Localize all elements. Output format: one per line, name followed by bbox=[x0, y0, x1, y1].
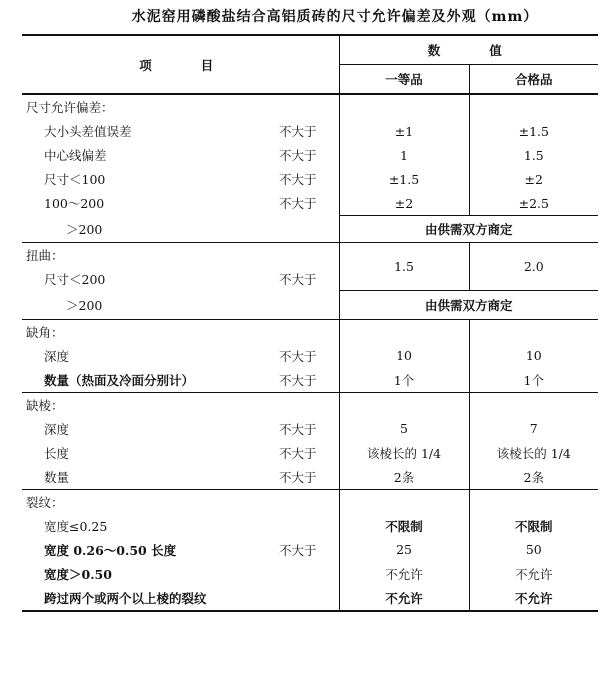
row-limit: 不大于 bbox=[279, 348, 317, 364]
table-row bbox=[22, 465, 598, 490]
table-row bbox=[22, 562, 598, 586]
row-value-grade2: 2条 bbox=[469, 465, 598, 490]
row-limit: 不大于 bbox=[279, 271, 317, 287]
table-title: 水泥窑用磷酸盐结合高铝质砖的尺寸允许偏差及外观（mm） bbox=[131, 9, 539, 25]
row-value-grade2: 2.0 bbox=[469, 242, 598, 291]
header-grade1: 一等品 bbox=[339, 65, 469, 95]
table-row bbox=[22, 191, 598, 216]
row-label: 宽度＞0.50 bbox=[44, 566, 112, 582]
row-value-grade2: ±2.5 bbox=[469, 191, 598, 216]
header-grade2: 合格品 bbox=[469, 65, 598, 95]
row-limit: 不大于 bbox=[279, 445, 317, 461]
table-row bbox=[22, 143, 598, 167]
row-label: 深度 bbox=[44, 348, 70, 364]
row-value-grade2: 1个 bbox=[469, 368, 598, 393]
row-value-grade2: 50 bbox=[469, 538, 598, 562]
header-item: 项 目 bbox=[139, 57, 222, 73]
row-label: 数量 bbox=[44, 469, 70, 485]
row-label: ＞200 bbox=[66, 221, 103, 237]
row-label: 尺寸＜200 bbox=[44, 271, 106, 287]
row-value-grade2: 1.5 bbox=[469, 143, 598, 167]
table-row bbox=[22, 417, 598, 441]
row-value-grade1: 1个 bbox=[339, 368, 469, 393]
row-label: 数量（热面及冷面分别计） bbox=[44, 372, 195, 388]
row-value-grade2: ±2 bbox=[469, 167, 598, 191]
row-limit: 不大于 bbox=[279, 469, 317, 485]
row-label: ＞200 bbox=[66, 297, 103, 313]
section-title: 缺棱： bbox=[22, 392, 339, 417]
tolerance-table bbox=[22, 34, 598, 612]
row-value-grade2: 该棱长的 1/4 bbox=[469, 441, 598, 465]
table-row bbox=[22, 167, 598, 191]
table-row bbox=[22, 514, 598, 538]
row-value-grade1: 1 bbox=[339, 143, 469, 167]
row-value-grade2: 7 bbox=[469, 417, 598, 441]
table-row bbox=[22, 441, 598, 465]
row-value-merged: 由供需双方商定 bbox=[339, 291, 598, 320]
table-row bbox=[22, 119, 598, 143]
row-limit: 不大于 bbox=[279, 172, 317, 187]
row-label: 长度 bbox=[44, 445, 70, 461]
header-value: 数 值 bbox=[339, 35, 598, 65]
row-limit: 不大于 bbox=[279, 542, 317, 558]
row-limit: 不大于 bbox=[279, 148, 317, 163]
row-value-grade2: ±1.5 bbox=[469, 119, 598, 143]
row-value-grade1: 5 bbox=[339, 417, 469, 441]
row-label: 宽度 0.26～0.50 长度 bbox=[44, 542, 177, 558]
table-row bbox=[22, 586, 598, 611]
row-label: 中心线偏差 bbox=[44, 148, 107, 163]
row-limit bbox=[279, 586, 339, 611]
row-label: 100～200 bbox=[44, 196, 105, 212]
row-value-grade1: 10 bbox=[339, 344, 469, 368]
table-row bbox=[22, 216, 598, 243]
table-row bbox=[22, 538, 598, 562]
row-limit: 不大于 bbox=[279, 196, 317, 212]
row-value-grade2: 不允许 bbox=[469, 586, 598, 611]
row-limit bbox=[279, 562, 339, 586]
row-value-merged: 由供需双方商定 bbox=[339, 216, 598, 243]
row-value-grade1: 2条 bbox=[339, 465, 469, 490]
row-value-grade1: 1.5 bbox=[339, 242, 469, 291]
row-value-grade2: 10 bbox=[469, 344, 598, 368]
row-limit bbox=[279, 514, 339, 538]
row-value-grade2: 不限制 bbox=[469, 514, 598, 538]
row-limit: 不大于 bbox=[279, 124, 317, 139]
row-value-grade2: 不允许 bbox=[469, 562, 598, 586]
row-label: 尺寸＜100 bbox=[44, 172, 106, 187]
row-value-grade1: 不限制 bbox=[339, 514, 469, 538]
section-title: 尺寸允许偏差： bbox=[26, 100, 114, 115]
row-value-grade1: 25 bbox=[339, 538, 469, 562]
row-label: 跨过两个或两个以上棱的裂纹 bbox=[44, 590, 207, 606]
row-value-grade1: ±1 bbox=[339, 119, 469, 143]
row-value-grade1: 不允许 bbox=[339, 586, 469, 611]
row-value-grade1: ±1.5 bbox=[339, 167, 469, 191]
row-value-grade1: 该棱长的 1/4 bbox=[339, 441, 469, 465]
table-row bbox=[22, 368, 598, 393]
row-value-grade1: ±2 bbox=[339, 191, 469, 216]
row-limit: 不大于 bbox=[279, 372, 317, 388]
row-label: 宽度≤0.25 bbox=[44, 518, 108, 534]
table-row bbox=[22, 291, 598, 320]
section-title: 扭曲： bbox=[22, 242, 339, 267]
row-label: 大小头差值误差 bbox=[44, 124, 132, 139]
table-row bbox=[22, 344, 598, 368]
section-title: 裂纹： bbox=[22, 489, 339, 514]
row-limit: 不大于 bbox=[279, 421, 317, 437]
row-label: 深度 bbox=[44, 421, 70, 437]
section-title: 缺角： bbox=[22, 319, 339, 344]
row-value-grade1: 不允许 bbox=[339, 562, 469, 586]
